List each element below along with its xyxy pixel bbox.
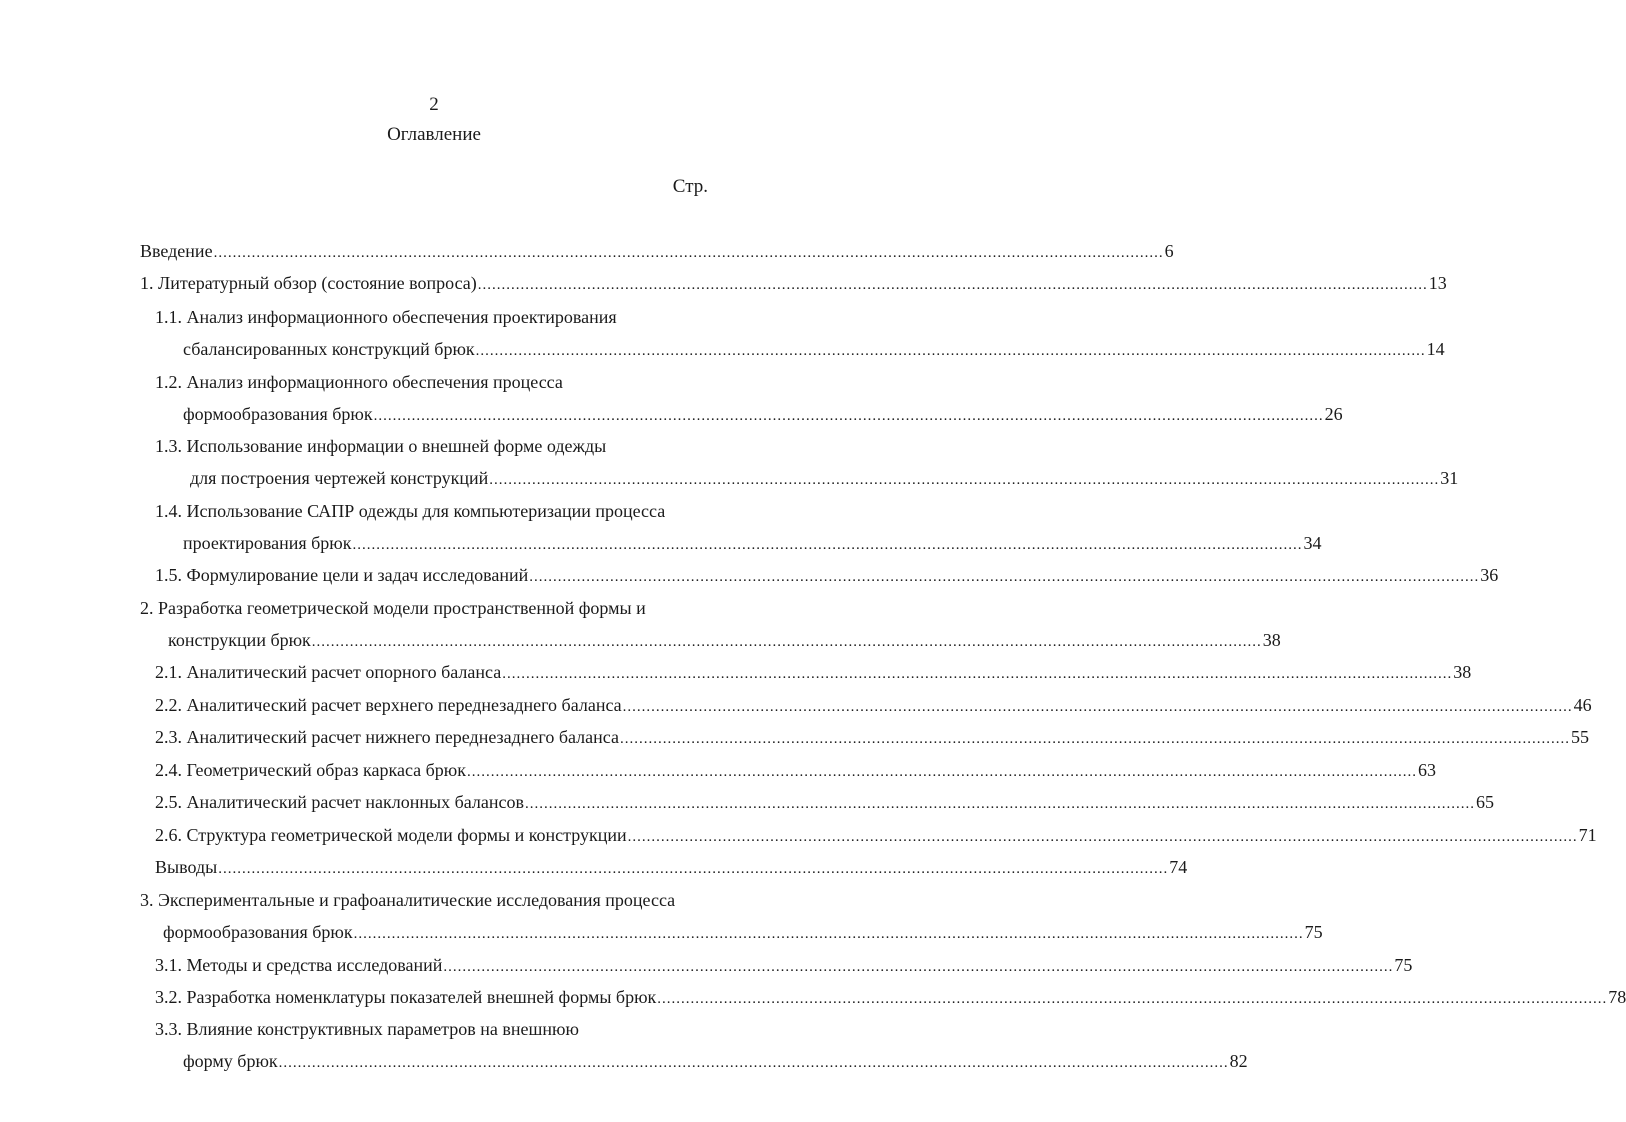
toc-entry-text: конструкции брюк xyxy=(168,630,311,650)
toc-entry-text: Введение xyxy=(140,241,213,261)
toc-entry-2-2 xyxy=(155,690,1592,716)
toc-entry-3-2 xyxy=(155,982,1626,1008)
toc-entry-3-1 xyxy=(155,950,1413,976)
toc-entry-2-4 xyxy=(155,755,1437,781)
dot-leader: ........................................................................................................................................................................................................ xyxy=(213,245,1164,261)
toc-entry-text: 3.2. Разработка номенклатуры показателей внешней формы брюк xyxy=(155,987,657,1007)
toc-entry-conclusions xyxy=(155,852,1188,878)
toc-entry-2-3 xyxy=(155,722,1589,748)
toc-entry-text: для построения чертежей конструкций xyxy=(190,468,489,488)
dot-leader: ........................................................................................................................................................................................................ xyxy=(477,277,1428,293)
toc-entry-1-3-line1: 1.3. Использование информации о внешней форме одежды xyxy=(155,436,607,456)
dot-leader: ........................................................................................................................................................................................................ xyxy=(352,537,1303,553)
toc-entry-text: 1. Литературный обзор (состояние вопроса) xyxy=(140,273,477,293)
toc-entry-text: формообразования брюк xyxy=(183,404,373,424)
page-number: 2 xyxy=(429,94,439,115)
dot-leader: ........................................................................................................................................................................................................ xyxy=(627,829,1578,845)
dot-leader: ........................................................................................................................................................................................................ xyxy=(278,1055,1229,1071)
dot-leader: ........................................................................................................................................................................................................ xyxy=(475,343,1426,359)
toc-entry-ch3 xyxy=(163,917,1323,943)
toc-entry-ch2 xyxy=(168,625,1281,651)
dot-leader: ........................................................................................................................................................................................................ xyxy=(657,991,1608,1007)
dot-leader: ........................................................................................................................................................................................................ xyxy=(218,861,1169,877)
toc-entry-text: 2.4. Геометрический образ каркаса брюк xyxy=(155,760,467,780)
toc-entry-page: 46 xyxy=(1573,695,1592,715)
toc-entry-text: сбалансированных конструкций брюк xyxy=(183,339,475,359)
toc-entry-page: 78 xyxy=(1608,987,1626,1007)
dot-leader: ........................................................................................................................................................................................................ xyxy=(467,764,1418,780)
toc-entry-1-5 xyxy=(155,560,1499,586)
toc-entry-text: проектирования брюк xyxy=(183,533,352,553)
toc-entry-page: 63 xyxy=(1418,760,1437,780)
dot-leader: ........................................................................................................................................................................................................ xyxy=(443,959,1394,975)
toc-entry-page: 14 xyxy=(1426,339,1445,359)
toc-entry-text: 2.1. Аналитический расчет опорного баланса xyxy=(155,662,502,682)
toc-entry-page: 34 xyxy=(1303,533,1322,553)
toc-entry-page: 38 xyxy=(1453,662,1472,682)
toc-entry-ch2-line1: 2. Разработка геометрической модели пространственной формы и xyxy=(140,598,646,618)
toc-entry-page: 26 xyxy=(1324,404,1343,424)
toc-entry-2-6 xyxy=(155,820,1597,846)
toc-entry-ch1 xyxy=(140,268,1447,294)
toc-entry-page: 36 xyxy=(1480,565,1499,585)
toc-entry-page: 75 xyxy=(1394,955,1413,975)
page-title: Оглавление xyxy=(387,124,481,145)
toc-entry-2-5 xyxy=(155,787,1495,813)
toc-entry-1-1-line1: 1.1. Анализ информационного обеспечения проектирования xyxy=(155,307,617,327)
toc-entry-text: форму брюк xyxy=(183,1051,278,1071)
toc-entry-1-2-line1: 1.2. Анализ информационного обеспечения процесса xyxy=(155,372,563,392)
toc-entry-1-3 xyxy=(190,463,1459,489)
dot-leader: ........................................................................................................................................................................................................ xyxy=(502,666,1453,682)
toc-entry-2-1 xyxy=(155,657,1472,683)
dot-leader: ........................................................................................................................................................................................................ xyxy=(525,796,1476,812)
toc-entry-1-1 xyxy=(183,334,1445,360)
dot-leader: ........................................................................................................................................................................................................ xyxy=(529,569,1480,585)
toc-entry-1-4 xyxy=(183,528,1322,554)
toc-entry-text: 2.5. Аналитический расчет наклонных балансов xyxy=(155,792,525,812)
toc-entry-text: 2.3. Аналитический расчет нижнего переднезаднего баланса xyxy=(155,727,619,747)
dot-leader: ........................................................................................................................................................................................................ xyxy=(619,731,1570,747)
toc-entry-page: 31 xyxy=(1440,468,1459,488)
toc-entry-page: 71 xyxy=(1578,825,1597,845)
toc-entry-page: 13 xyxy=(1428,273,1447,293)
toc-entry-1-2 xyxy=(183,399,1343,425)
toc-entry-text: 2.6. Структура геометрической модели формы и конструкции xyxy=(155,825,627,845)
toc-entry-ch3-line1: 3. Экспериментальные и графоаналитические исследования процесса xyxy=(140,890,676,910)
toc-entry-1-4-line1: 1.4. Использование САПР одежды для компьютеризации процесса xyxy=(155,501,666,521)
toc-entry-page: 82 xyxy=(1229,1051,1248,1071)
dot-leader: ........................................................................................................................................................................................................ xyxy=(373,408,1324,424)
dot-leader: ........................................................................................................................................................................................................ xyxy=(622,699,1573,715)
toc-entry-3-3 xyxy=(183,1046,1248,1072)
toc-entry-3-3-line1: 3.3. Влияние конструктивных параметров на внешнюю xyxy=(155,1019,579,1039)
toc-entry-page: 38 xyxy=(1262,630,1281,650)
toc-entry-page: 74 xyxy=(1169,857,1188,877)
toc-entry-text: формообразования брюк xyxy=(163,922,353,942)
dot-leader: ........................................................................................................................................................................................................ xyxy=(311,634,1262,650)
toc-entry-page: 65 xyxy=(1476,792,1495,812)
dot-leader: ........................................................................................................................................................................................................ xyxy=(353,926,1304,942)
toc-entry-intro xyxy=(140,236,1174,262)
toc-entry-page: 75 xyxy=(1304,922,1323,942)
toc-entry-text: 1.5. Формулирование цели и задач исследований xyxy=(155,565,529,585)
toc-entry-text: 2.2. Аналитический расчет верхнего переднезаднего баланса xyxy=(155,695,622,715)
page-column-label: Стр. xyxy=(672,176,708,197)
toc-entry-page: 6 xyxy=(1164,241,1174,261)
toc-entry-text: 3.1. Методы и средства исследований xyxy=(155,955,443,975)
toc-entry-page: 55 xyxy=(1570,727,1589,747)
toc-entry-text: Выводы xyxy=(155,857,218,877)
dot-leader: ........................................................................................................................................................................................................ xyxy=(489,472,1440,488)
